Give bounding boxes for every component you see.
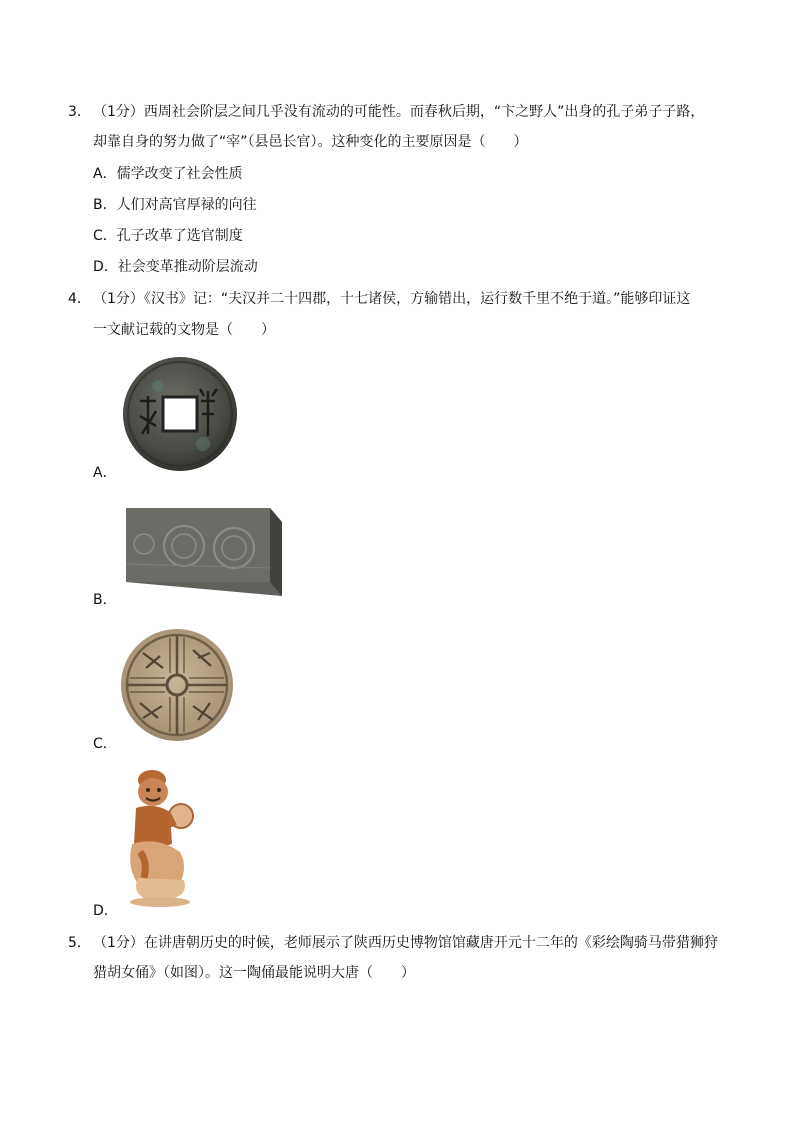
question-3-option-d[interactable]: D．社会变革推动阶层流动 (93, 259, 258, 275)
bronze-coin-image[interactable] (118, 356, 242, 472)
question-5-stem: （1分）在讲唐朝历史的时候，老师展示了陕西历史博物馆馆藏唐开元十二年的《彩绘陶骑马带猎狮狩 (93, 935, 718, 951)
question-4-option-d-label[interactable]: D． (93, 903, 118, 919)
question-4-option-a-label[interactable]: A． (93, 465, 117, 481)
question-4-number: 4． (68, 291, 91, 307)
question-4-stem: （1分）《汉书》记：“夫汉并二十四郡，十七诸侯，方输错出，运行数千里不绝于道。”能够印证这 (93, 291, 691, 307)
question-3-line2: 却靠自身的努力做了“宰”（县邑长官）。这种变化的主要原因是（ ） (93, 134, 528, 150)
pottery-figurine-image[interactable] (118, 766, 200, 908)
question-5-number: 5． (68, 935, 91, 951)
question-3-option-b[interactable]: B．人们对高官厚禄的向往 (93, 197, 257, 213)
question-5-line1 (68, 934, 718, 952)
question-4-line2: 一文献记载的文物是（ ） (93, 322, 275, 338)
question-3-option-a[interactable]: A．儒学改变了社会性质 (93, 166, 243, 182)
tile-end-image[interactable] (118, 628, 236, 742)
question-3-option-c[interactable]: C．孔子改革了选官制度 (93, 228, 243, 244)
question-4-line1 (68, 290, 691, 308)
question-3-number: 3． (68, 104, 91, 120)
question-4-option-b-label[interactable]: B． (93, 592, 117, 608)
question-3-stem: （1分）西周社会阶层之间几乎没有流动的可能性。而春秋后期，“卞之野人”出身的孔子弟子子路， (93, 104, 705, 120)
question-3-line1 (68, 103, 705, 121)
question-4-option-c-label[interactable]: C． (93, 736, 117, 752)
carved-brick-image[interactable] (122, 504, 287, 600)
question-5-line2: 猎胡女俑》（如图）。这一陶俑最能说明大唐（ ） (93, 965, 415, 981)
